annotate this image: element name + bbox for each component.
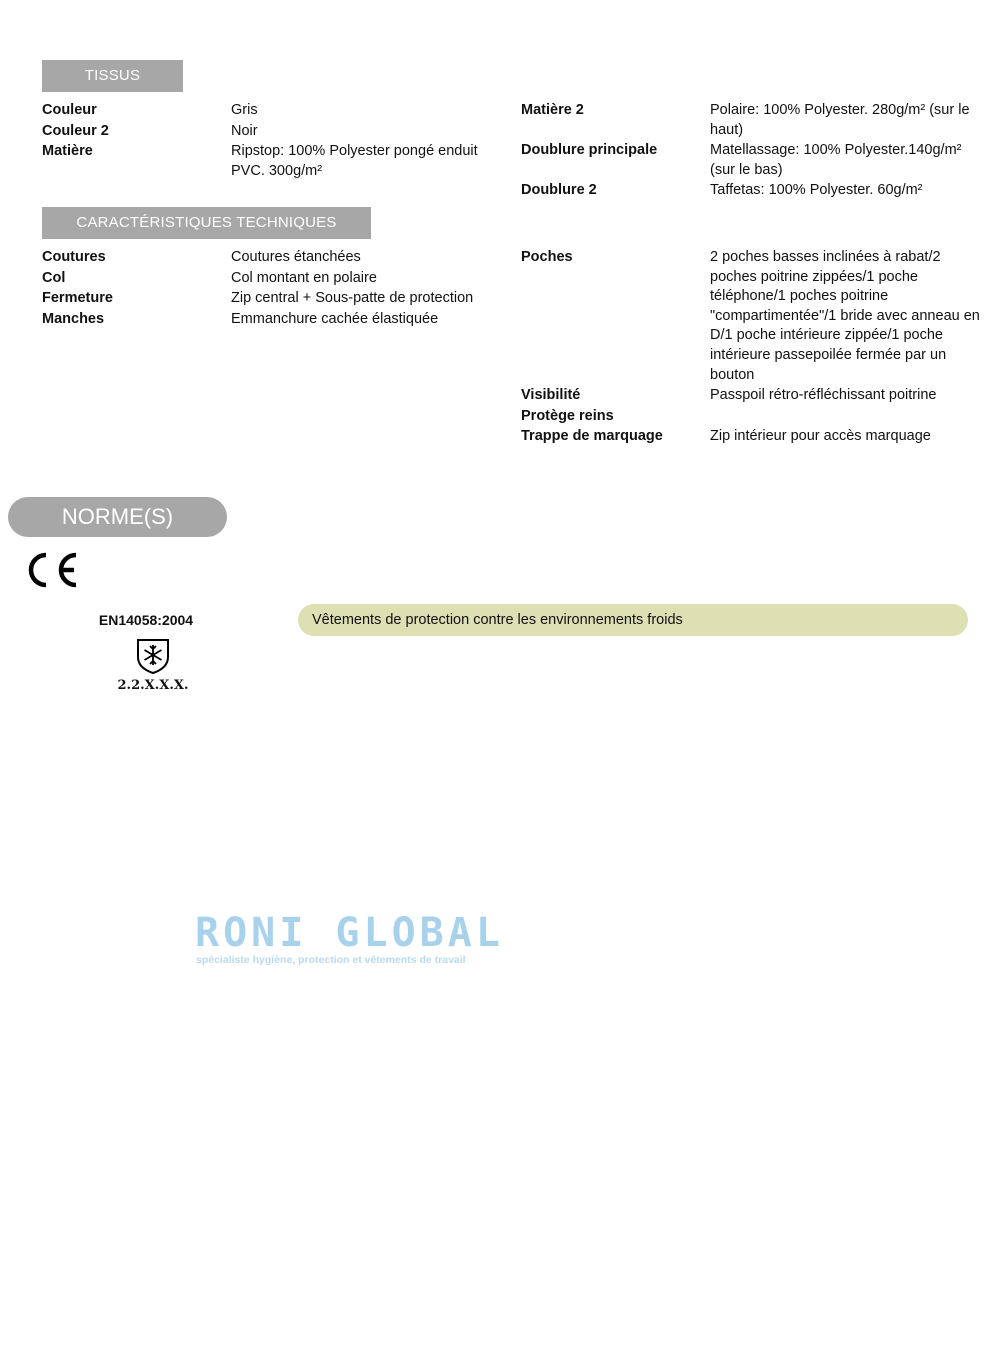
logo-tagline: spécialiste hygiène, protection et vêtements de travail bbox=[196, 954, 466, 966]
logo-text: RONI GLOBAL bbox=[195, 910, 504, 956]
spec-row bbox=[42, 248, 502, 268]
spec-row bbox=[521, 101, 981, 140]
spec-value: 2 poches basses inclinées à rabat/2 poches poitrine zippées/1 poche téléphone/1 poches poitrine "compartimentée"/1 bride avec anneau en D/1 poche intérieure zippée/1 poche intérieure passepoilée fermée par un bouton bbox=[710, 249, 980, 383]
spec-label: Manches bbox=[42, 310, 105, 327]
spec-label: Coutures bbox=[42, 249, 106, 265]
spec-value: Coutures étanchées bbox=[231, 249, 361, 265]
spec-value: Passpoil rétro-réfléchissant poitrine bbox=[710, 387, 937, 404]
spec-value: Ripstop: 100% Polyester pongé enduit PVC. 300g/m² bbox=[231, 143, 478, 179]
spec-row bbox=[42, 122, 502, 142]
ce-mark-icon bbox=[24, 549, 80, 591]
spec-label: Col bbox=[42, 269, 66, 286]
spec-value: Noir bbox=[231, 122, 258, 139]
spec-value: Polaire: 100% Polyester. 280g/m² (sur le haut) bbox=[710, 102, 970, 138]
spec-value bbox=[710, 407, 981, 427]
caracteristiques-header: CARACTÉRISTIQUES TECHNIQUES bbox=[42, 207, 371, 239]
spec-row bbox=[521, 427, 981, 447]
spec-row bbox=[521, 141, 981, 180]
spec-value: Matellassage: 100% Polyester.140g/m² (sur le bas) bbox=[710, 142, 962, 178]
spec-label: Fermeture bbox=[42, 290, 113, 307]
tissus-left-column bbox=[42, 101, 502, 182]
spec-row bbox=[521, 386, 981, 406]
spec-value: Gris bbox=[231, 102, 258, 118]
spec-value: Taffetas: 100% Polyester. 60g/m² bbox=[710, 182, 923, 199]
spec-label: Matière 2 bbox=[521, 102, 584, 118]
tissus-header: TISSUS bbox=[42, 60, 183, 92]
standard-description: Vêtements de protection contre les environnements froids bbox=[298, 604, 968, 636]
spec-row bbox=[521, 407, 981, 427]
spec-row bbox=[42, 289, 502, 309]
spec-label: Matière bbox=[42, 143, 93, 160]
spec-value: Zip central + Sous-patte de protection bbox=[231, 290, 474, 307]
spec-label: Visibilité bbox=[521, 387, 581, 404]
spec-value: Emmanchure cachée élastiquée bbox=[231, 310, 439, 327]
spec-row bbox=[42, 269, 502, 289]
snowflake-shield-icon bbox=[134, 637, 172, 675]
standard-code: EN14058:2004 bbox=[98, 612, 194, 628]
spec-label: Trappe de marquage bbox=[521, 428, 663, 445]
spec-label: Doublure 2 bbox=[521, 182, 597, 199]
spec-value: Zip intérieur pour accès marquage bbox=[710, 428, 931, 445]
spec-row bbox=[42, 142, 502, 181]
spec-value: Col montant en polaire bbox=[231, 269, 377, 286]
spec-label: Poches bbox=[521, 249, 573, 265]
caracteristiques-right-column bbox=[521, 248, 981, 448]
standard-level: 2.2.X.X.X. bbox=[117, 678, 189, 693]
caracteristiques-left-column bbox=[42, 248, 502, 330]
normes-header: NORME(S) bbox=[8, 497, 227, 537]
spec-label: Couleur 2 bbox=[42, 122, 109, 139]
spec-row bbox=[42, 310, 502, 330]
spec-label: Doublure principale bbox=[521, 142, 658, 159]
tissus-right-column bbox=[521, 101, 981, 202]
spec-row bbox=[521, 248, 981, 385]
spec-label: Couleur bbox=[42, 102, 97, 118]
spec-row bbox=[521, 181, 981, 201]
spec-label: Protège reins bbox=[521, 407, 614, 424]
spec-row bbox=[42, 101, 502, 121]
roni-global-logo bbox=[195, 910, 575, 972]
